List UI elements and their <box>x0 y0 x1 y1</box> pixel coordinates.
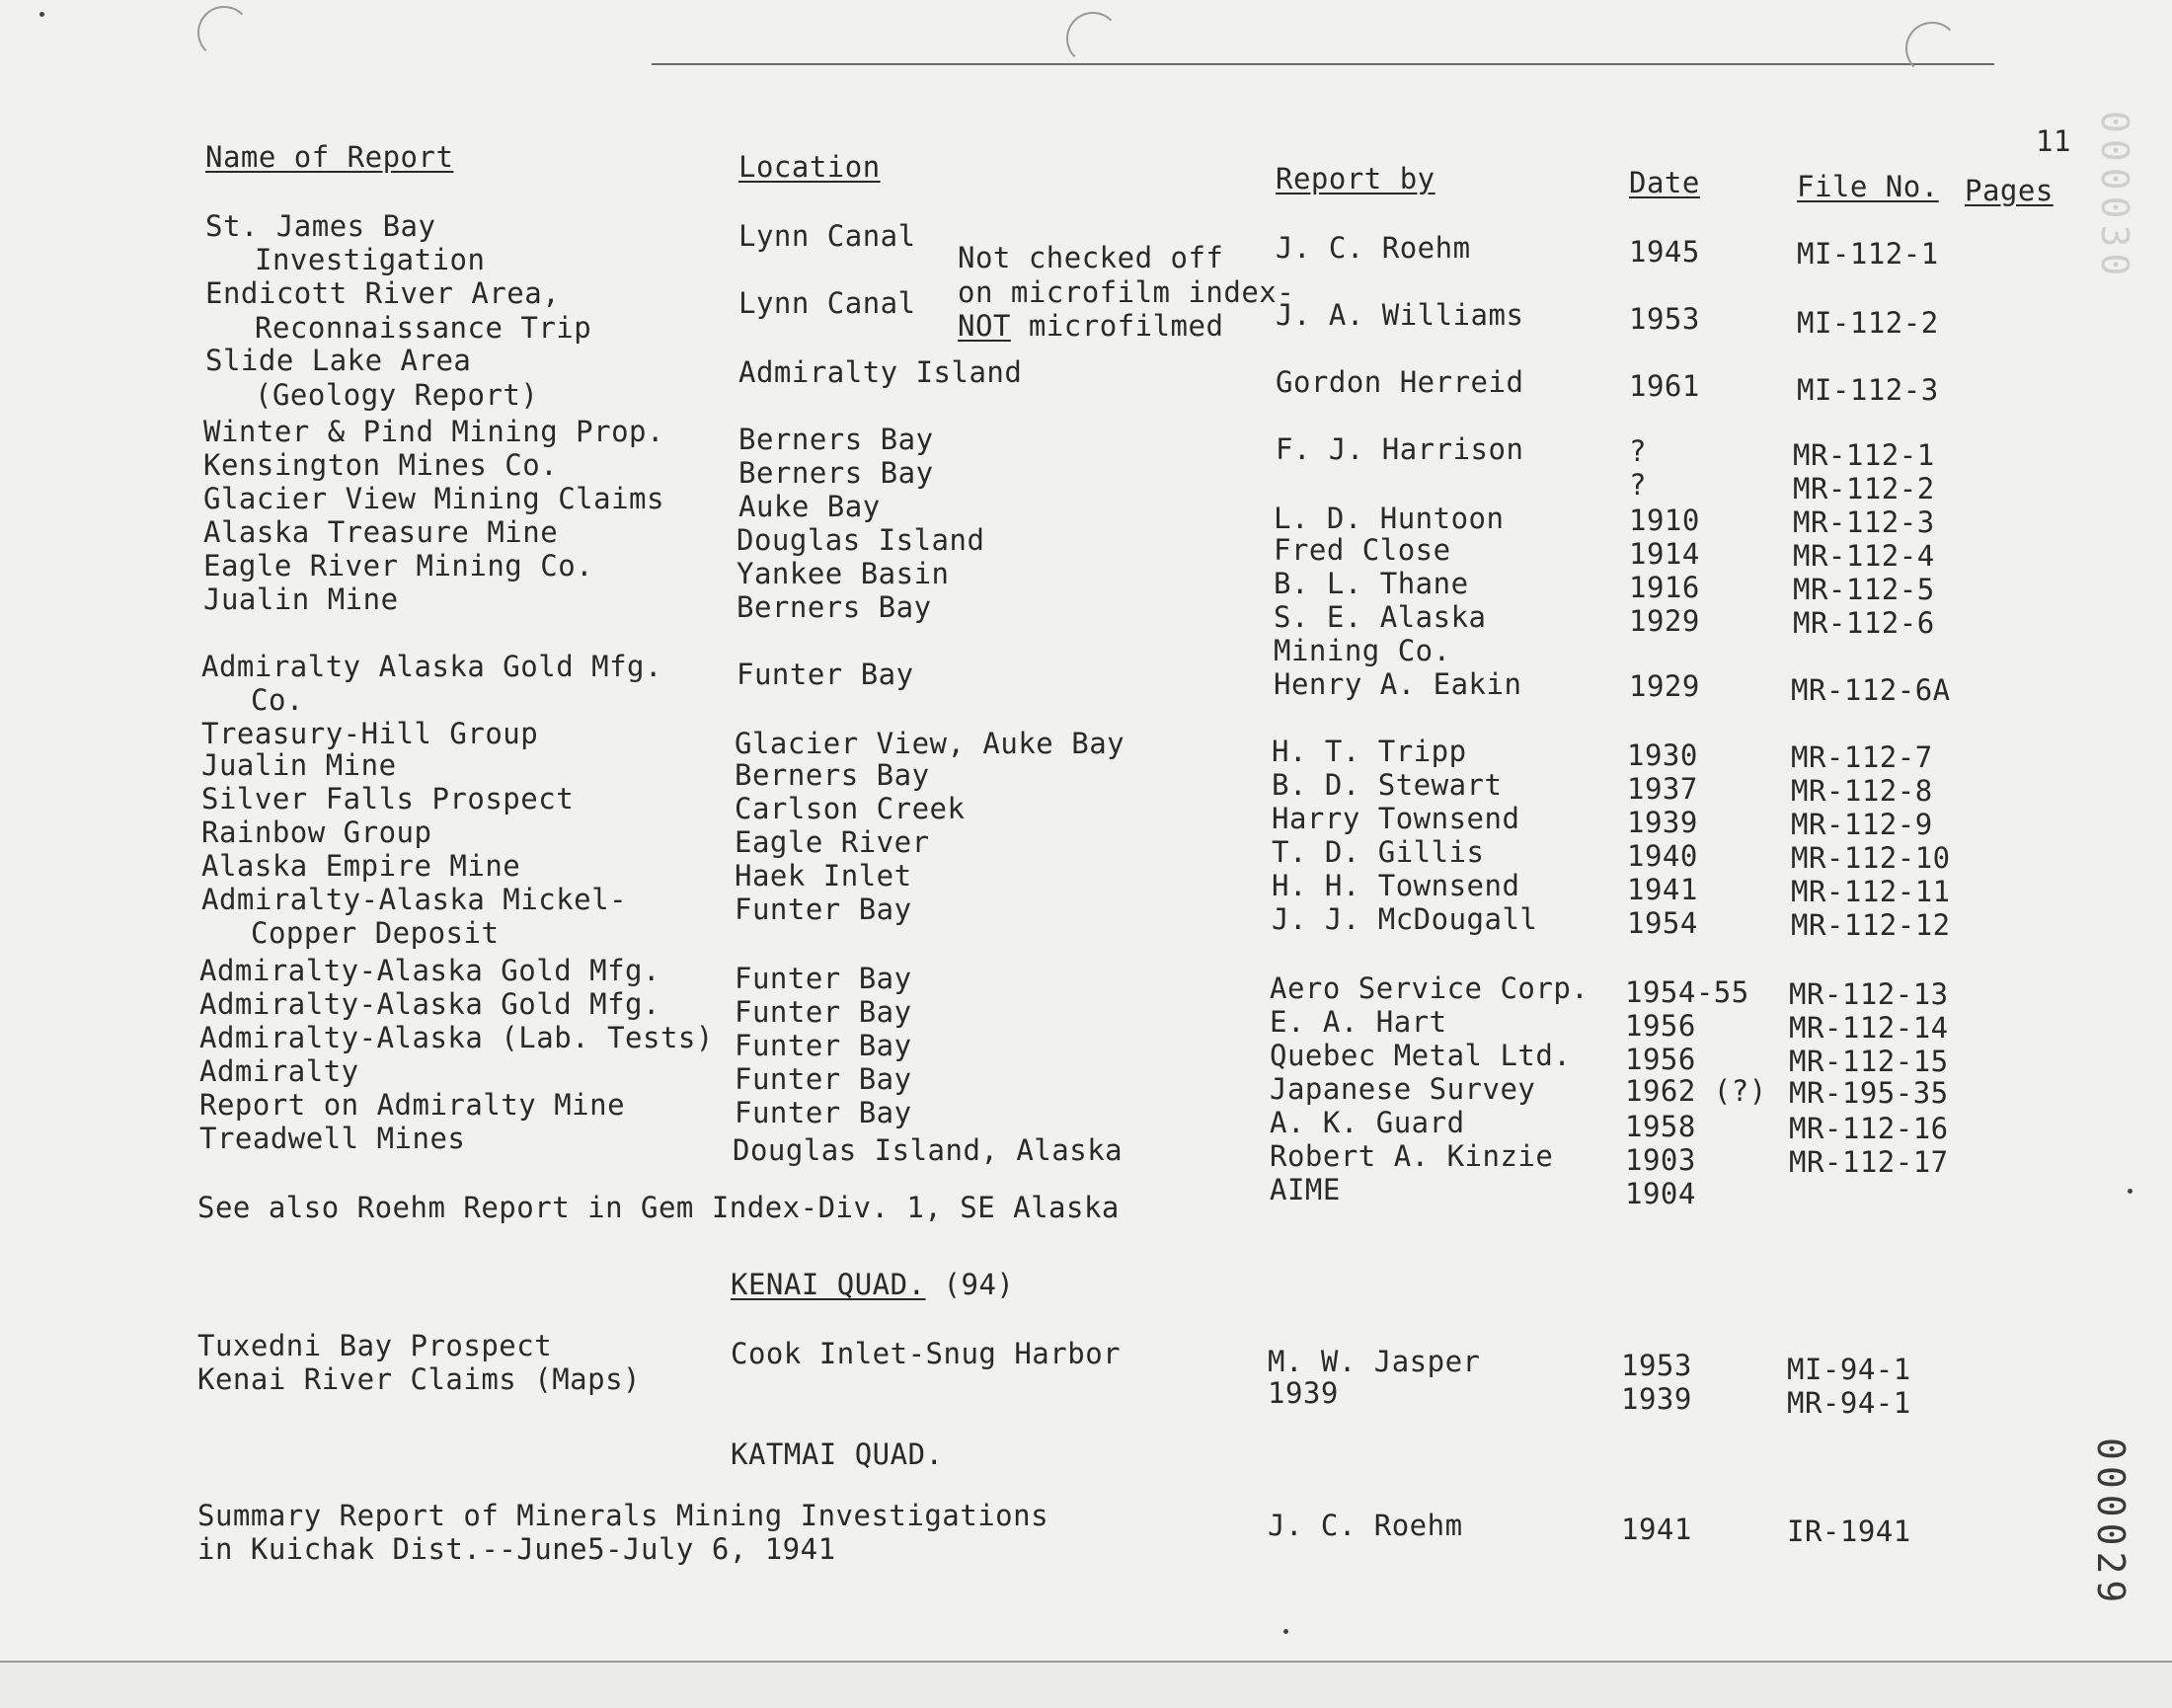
row-location: Funter Bay <box>735 1062 912 1096</box>
row-name-cont: (Geology Report) <box>255 378 539 412</box>
row-report-by: L. D. Huntoon <box>1274 502 1505 535</box>
speck <box>39 12 44 17</box>
row-location: Haek Inlet <box>735 859 912 893</box>
row-report-by: J. J. McDougall <box>1272 902 1538 936</box>
row-report-by: 1939 <box>1268 1376 1339 1410</box>
row-file-no: MR-112-5 <box>1793 573 1935 606</box>
row-file-no: IR-1941 <box>1787 1514 1911 1548</box>
note-line <box>958 309 1223 343</box>
row-file-no: MR-94-1 <box>1787 1386 1911 1420</box>
row-name-cont: in Kuichak Dist.--June5-July 6, 1941 <box>197 1532 836 1566</box>
row-report-by: Aero Service Corp. <box>1270 971 1590 1005</box>
row-file-no: MR-112-6A <box>1791 673 1951 707</box>
punch-hole <box>197 6 251 59</box>
header-report-by: Report by <box>1276 162 1435 195</box>
row-file-no: MR-112-4 <box>1793 539 1935 573</box>
row-name: Winter & Pind Mining Prop. <box>203 415 664 448</box>
kenai-heading-suffix: (94) <box>925 1268 1015 1301</box>
row-file-no: MI-94-1 <box>1787 1353 1911 1386</box>
row-date: 1937 <box>1627 772 1698 806</box>
row-file-no: MR-112-13 <box>1789 977 1949 1011</box>
row-date: 1941 <box>1621 1513 1692 1546</box>
row-report-by: F. J. Harrison <box>1276 432 1524 466</box>
row-date: 1954-55 <box>1625 975 1749 1009</box>
row-location: Auke Bay <box>738 490 881 523</box>
speck <box>1283 1629 1288 1634</box>
row-file-no: MR-112-15 <box>1789 1045 1949 1078</box>
row-name: Tuxedni Bay Prospect <box>197 1329 553 1362</box>
row-date: 1954 <box>1627 906 1698 940</box>
row-file-no: MI-112-1 <box>1797 237 1939 271</box>
row-report-by: Henry A. Eakin <box>1274 667 1522 701</box>
row-date: 1910 <box>1629 504 1700 537</box>
row-name: Alaska Treasure Mine <box>203 515 559 549</box>
row-name: Jualin Mine <box>201 748 397 782</box>
row-name: Admiralty-Alaska Mickel- <box>201 883 628 916</box>
row-date: ? <box>1629 434 1647 468</box>
row-file-no: MR-112-7 <box>1791 740 1933 774</box>
row-file-no: MI-112-2 <box>1797 306 1939 340</box>
row-name: Treadwell Mines <box>199 1122 466 1155</box>
row-location: Lynn Canal <box>738 219 916 253</box>
note-microfilmed: microfilmed <box>1010 309 1224 343</box>
scan-bottom-edge <box>0 1661 2172 1708</box>
row-location: Glacier View, Auke Bay <box>735 727 1125 760</box>
row-file-no: MR-112-17 <box>1789 1145 1949 1179</box>
row-report-by: M. W. Jasper <box>1268 1345 1481 1378</box>
row-location: Douglas Island <box>737 523 985 557</box>
row-date: 1914 <box>1629 537 1700 571</box>
faint-stamp: 000030 <box>2093 111 2136 282</box>
row-report-by: B. D. Stewart <box>1272 768 1503 802</box>
row-location: Eagle River <box>735 825 930 859</box>
row-report-by: Gordon Herreid <box>1276 365 1524 399</box>
row-name: Endicott River Area, <box>205 276 561 310</box>
row-date: 1929 <box>1629 669 1700 703</box>
row-location: Yankee Basin <box>737 557 950 590</box>
row-name: Report on Admiralty Mine <box>199 1088 626 1122</box>
header-name: Name of Report <box>205 140 454 174</box>
row-report-by: Robert A. Kinzie <box>1270 1139 1554 1173</box>
row-date: 1941 <box>1627 873 1698 906</box>
note-line: on microfilm index- <box>958 275 1295 309</box>
row-name: Alaska Empire Mine <box>201 849 521 883</box>
row-report-by: E. A. Hart <box>1270 1005 1447 1039</box>
row-report-by: Fred Close <box>1274 533 1451 567</box>
row-date-cont: 1904 <box>1625 1177 1696 1210</box>
row-report-by-cont: Mining Co. <box>1274 634 1451 667</box>
speck <box>2128 1189 2133 1194</box>
row-location: Cook Inlet-Snug Harbor <box>731 1337 1122 1370</box>
row-location: Funter Bay <box>735 962 912 995</box>
row-name: Glacier View Mining Claims <box>203 482 664 515</box>
row-date: 1956 <box>1625 1009 1696 1043</box>
row-report-by-cont: AIME <box>1270 1173 1341 1206</box>
punch-hole <box>1066 12 1120 65</box>
row-report-by: S. E. Alaska <box>1274 600 1487 634</box>
row-location: Admiralty Island <box>738 355 1023 389</box>
row-location: Berners Bay <box>737 590 932 624</box>
row-location: Funter Bay <box>737 658 914 691</box>
row-file-no: MR-112-10 <box>1791 841 1951 875</box>
section-heading-katmai: KATMAI QUAD. <box>731 1437 944 1471</box>
row-date: 1953 <box>1629 302 1700 336</box>
row-name: Kenai River Claims (Maps) <box>197 1362 641 1396</box>
row-name: Admiralty-Alaska (Lab. Tests) <box>199 1021 714 1054</box>
note-not: NOT <box>958 309 1011 343</box>
row-name: Treasury-Hill Group <box>201 717 539 750</box>
row-file-no: MR-112-11 <box>1791 875 1951 908</box>
row-location: Lynn Canal <box>738 286 916 320</box>
row-report-by: T. D. Gillis <box>1272 835 1485 869</box>
row-location: Carlson Creek <box>735 792 966 825</box>
row-date: 1953 <box>1621 1349 1692 1382</box>
row-name: Admiralty Alaska Gold Mfg. <box>201 650 662 683</box>
page-stamp: 000029 <box>2089 1437 2133 1609</box>
row-name: Eagle River Mining Co. <box>203 549 594 582</box>
row-file-no: MR-112-3 <box>1793 505 1935 539</box>
row-file-no: MR-112-1 <box>1793 438 1935 472</box>
kenai-heading: KENAI QUAD. <box>731 1268 926 1301</box>
row-file-no: MR-112-9 <box>1791 808 1933 841</box>
row-date: ? <box>1629 468 1647 502</box>
row-date: 1939 <box>1621 1382 1692 1416</box>
row-date: 1962 (?) <box>1625 1074 1767 1108</box>
row-date: 1945 <box>1629 235 1700 269</box>
row-report-by: Harry Townsend <box>1272 802 1520 835</box>
row-name: Jualin Mine <box>203 582 399 616</box>
row-report-by: J. A. Williams <box>1276 298 1524 332</box>
row-date: 1939 <box>1627 806 1698 839</box>
row-file-no: MR-195-35 <box>1789 1076 1949 1110</box>
row-location: Berners Bay <box>738 423 934 456</box>
row-name-cont: Co. <box>251 683 304 717</box>
punch-hole <box>1905 22 1959 75</box>
row-report-by: A. K. Guard <box>1270 1106 1465 1139</box>
row-name-cont: Reconnaissance Trip <box>255 311 592 345</box>
row-name: Slide Lake Area <box>205 344 472 377</box>
row-file-no: MR-112-6 <box>1793 606 1935 640</box>
row-name: Rainbow Group <box>201 815 432 849</box>
row-date: 1916 <box>1629 571 1700 604</box>
row-name: St. James Bay <box>205 209 436 243</box>
row-location: Douglas Island, Alaska <box>733 1133 1124 1167</box>
row-report-by: J. C. Roehm <box>1268 1509 1463 1542</box>
row-location: Berners Bay <box>735 758 930 792</box>
row-date: 1903 <box>1625 1143 1696 1177</box>
row-file-no: MI-112-3 <box>1797 373 1939 407</box>
header-location: Location <box>738 150 881 184</box>
row-report-by: J. C. Roehm <box>1276 231 1471 265</box>
row-date: 1958 <box>1625 1110 1696 1143</box>
row-file-no: MR-112-16 <box>1789 1112 1949 1145</box>
row-report-by: H. H. Townsend <box>1272 869 1520 902</box>
note-line: Not checked off <box>958 241 1224 274</box>
row-location: Funter Bay <box>735 1096 912 1129</box>
row-location: Funter Bay <box>735 1029 912 1062</box>
row-date: 1961 <box>1629 369 1700 403</box>
row-report-by: H. T. Tripp <box>1272 735 1467 768</box>
row-name: Silver Falls Prospect <box>201 782 575 815</box>
row-location: Funter Bay <box>735 893 912 926</box>
row-name-cont: Copper Deposit <box>251 916 500 950</box>
page-number: 11 <box>2036 124 2071 158</box>
header-date: Date <box>1629 166 1700 199</box>
row-name: Admiralty-Alaska Gold Mfg. <box>199 954 660 987</box>
row-date: 1940 <box>1627 839 1698 873</box>
row-name: Summary Report of Minerals Mining Investigations <box>197 1499 1049 1532</box>
row-date: 1929 <box>1629 604 1700 638</box>
row-report-by: Japanese Survey <box>1270 1072 1536 1106</box>
header-file-no: File No. <box>1797 170 1939 203</box>
top-rule <box>652 63 1994 65</box>
row-date: 1930 <box>1627 738 1698 772</box>
row-location: Funter Bay <box>735 995 912 1029</box>
row-report-by: B. L. Thane <box>1274 567 1469 600</box>
row-report-by: Quebec Metal Ltd. <box>1270 1039 1572 1072</box>
row-name: Admiralty <box>199 1054 359 1088</box>
row-file-no: MR-112-8 <box>1791 774 1933 808</box>
row-name-cont: Investigation <box>255 243 486 276</box>
section-heading-kenai <box>731 1268 1014 1301</box>
row-file-no: MR-112-12 <box>1791 908 1951 942</box>
row-file-no: MR-112-2 <box>1793 472 1935 505</box>
row-date: 1956 <box>1625 1043 1696 1076</box>
see-also-note: See also Roehm Report in Gem Index-Div. 1, SE Alaska <box>197 1191 1120 1224</box>
row-location: Berners Bay <box>738 456 934 490</box>
row-file-no: MR-112-14 <box>1789 1011 1949 1045</box>
row-name: Admiralty-Alaska Gold Mfg. <box>199 987 660 1021</box>
header-pages: Pages <box>1965 174 2054 207</box>
row-name: Kensington Mines Co. <box>203 448 559 482</box>
